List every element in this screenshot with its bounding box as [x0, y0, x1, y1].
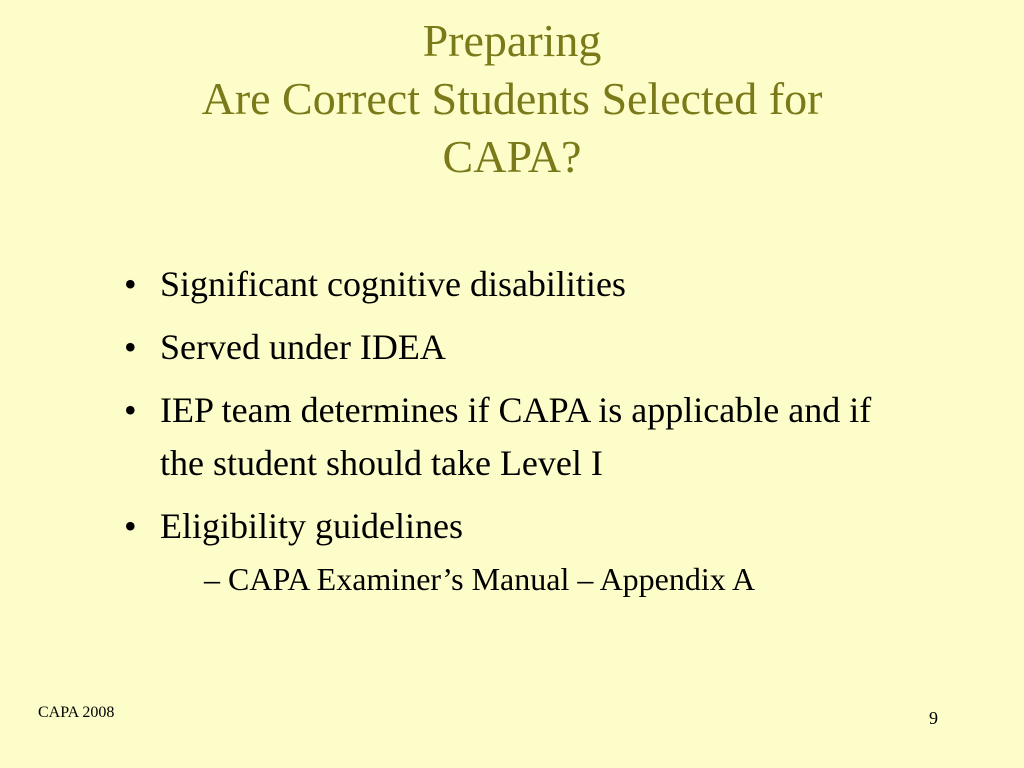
slide-title	[60, 12, 964, 186]
page-number: 9	[929, 708, 938, 728]
sub-bullet-item: – CAPA Examiner’s Manual – Appendix A	[204, 561, 756, 597]
bullet-item: • Served under IDEA	[122, 321, 922, 374]
title-line-3: CAPA?	[442, 131, 582, 182]
bullet-item: • Eligibility guidelines	[122, 500, 922, 553]
footer-label: CAPA 2008	[38, 704, 115, 721]
bullet-item: • IEP team determines if CAPA is applicable and if the student should take Level I	[122, 384, 922, 490]
bullet-list	[122, 258, 922, 603]
title-line-1: Preparing	[422, 15, 602, 66]
title-line-2: Are Correct Students Selected for	[201, 73, 823, 124]
bullet-item: • Significant cognitive disabilities	[122, 258, 922, 311]
